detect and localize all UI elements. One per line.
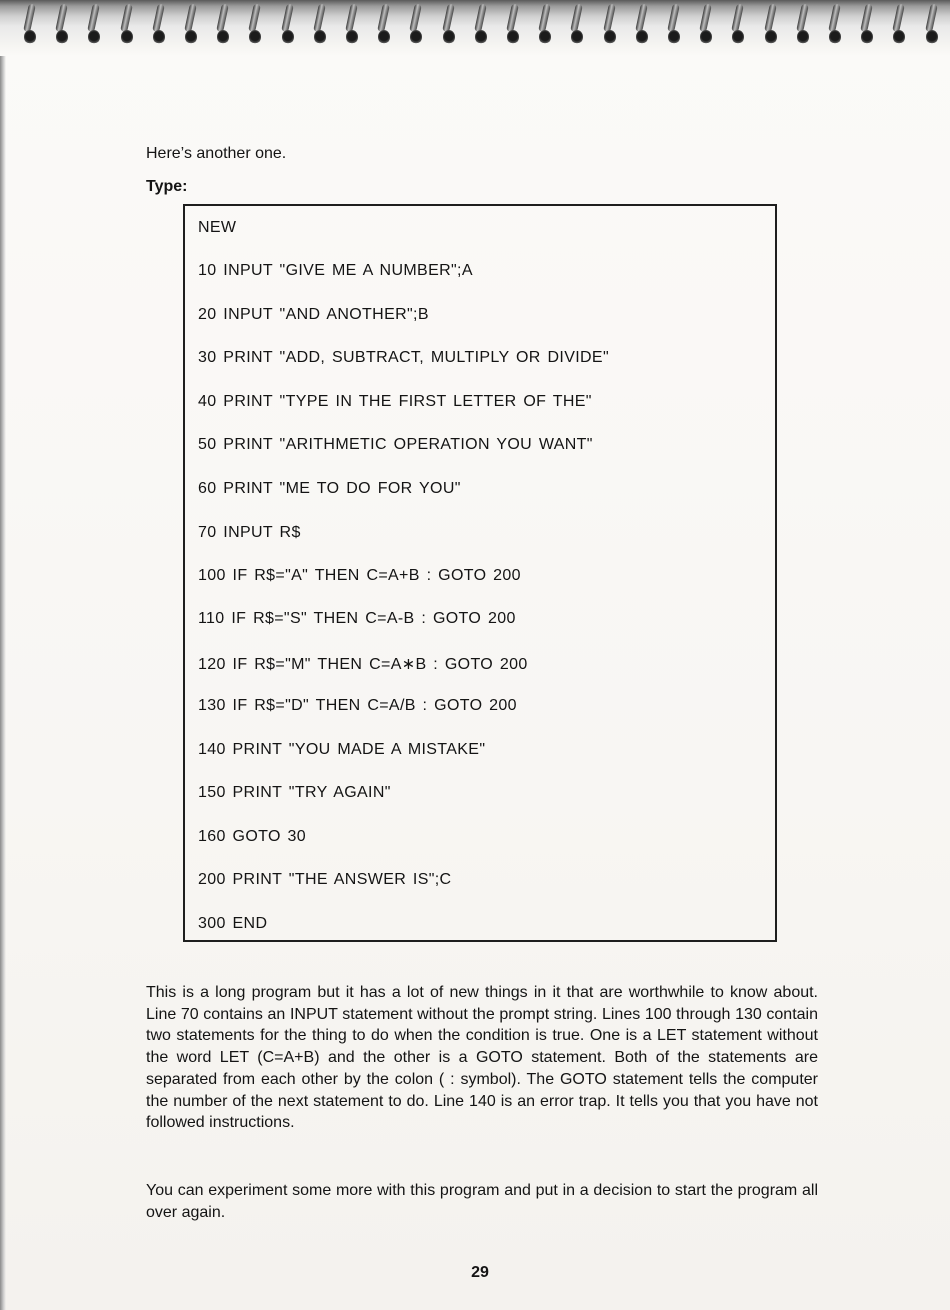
spiral-coil bbox=[569, 4, 585, 46]
explanation-paragraph: This is a long program but it has a lot of new things in it that are worthwhile to know about. Line 70 contains an INPUT statement without the prompt string. Lines 100 through 130 contain two statements for the thing to do when the condition is true. One is a LET statement without the word LET (C=A+B) and the other is a GOTO statement. Both of the statements are separated from each other by the colon ( : symbol). The GOTO statement tells the computer the number of the next statement to do. Line 140 is an error trap. It tells you that you have not followed instructions. bbox=[146, 984, 818, 1132]
spiral-coil bbox=[54, 4, 70, 46]
spiral-coil bbox=[408, 4, 424, 46]
closing-paragraph: You can experiment some more with this program and put in a decision to start the program all over again. bbox=[146, 1182, 818, 1221]
spiral-coil bbox=[247, 4, 263, 46]
spiral-coil bbox=[22, 4, 38, 46]
code-line: 10 INPUT "GIVE ME A NUMBER";A bbox=[198, 262, 473, 279]
code-line: 110 IF R$="S" THEN C=A-B : GOTO 200 bbox=[198, 610, 516, 627]
code-line: 20 INPUT "AND ANOTHER";B bbox=[198, 306, 429, 323]
spiral-coil bbox=[505, 4, 521, 46]
type-label: Type: bbox=[146, 178, 188, 195]
code-line: 160 GOTO 30 bbox=[198, 828, 307, 845]
code-line: 120 IF R$="M" THEN C=A∗B : GOTO 200 bbox=[198, 656, 528, 673]
code-line: 300 END bbox=[198, 915, 268, 932]
code-line: 200 PRINT "THE ANSWER IS";C bbox=[198, 871, 452, 888]
spiral-coil bbox=[891, 4, 907, 46]
code-line: 150 PRINT "TRY AGAIN" bbox=[198, 784, 391, 801]
spiral-coil bbox=[280, 4, 296, 46]
code-line: 40 PRINT "TYPE IN THE FIRST LETTER OF THE" bbox=[198, 393, 592, 410]
spiral-coil bbox=[602, 4, 618, 46]
code-line: 70 INPUT R$ bbox=[198, 524, 301, 541]
code-line: 50 PRINT "ARITHMETIC OPERATION YOU WANT" bbox=[198, 436, 593, 453]
spiral-coil bbox=[859, 4, 875, 46]
spiral-coil bbox=[763, 4, 779, 46]
spiral-coil bbox=[119, 4, 135, 46]
spiral-coil bbox=[537, 4, 553, 46]
spiral-coil bbox=[344, 4, 360, 46]
spiral-coil bbox=[634, 4, 650, 46]
spiral-coil bbox=[86, 4, 102, 46]
code-line: 130 IF R$="D" THEN C=A/B : GOTO 200 bbox=[198, 697, 517, 714]
spiral-coil bbox=[376, 4, 392, 46]
spiral-coil bbox=[183, 4, 199, 46]
spiral-coil bbox=[473, 4, 489, 46]
code-line: 60 PRINT "ME TO DO FOR YOU" bbox=[198, 480, 461, 497]
spiral-coil bbox=[795, 4, 811, 46]
spiral-binding bbox=[0, 0, 950, 56]
code-line: 30 PRINT "ADD, SUBTRACT, MULTIPLY OR DIVIDE" bbox=[198, 349, 609, 366]
spiral-coil bbox=[730, 4, 746, 46]
page-edge-shadow bbox=[0, 0, 6, 1310]
spiral-coil bbox=[666, 4, 682, 46]
code-line: 100 IF R$="A" THEN C=A+B : GOTO 200 bbox=[198, 567, 521, 584]
intro-text: Here’s another one. bbox=[146, 145, 287, 162]
code-line: 140 PRINT "YOU MADE A MISTAKE" bbox=[198, 741, 486, 758]
spiral-coil bbox=[312, 4, 328, 46]
spiral-coil bbox=[151, 4, 167, 46]
spiral-coil bbox=[827, 4, 843, 46]
spiral-coil bbox=[924, 4, 940, 46]
page-number: 29 bbox=[471, 1264, 489, 1281]
code-line: NEW bbox=[198, 219, 237, 236]
spiral-coil bbox=[441, 4, 457, 46]
spiral-coil bbox=[215, 4, 231, 46]
spiral-coil bbox=[698, 4, 714, 46]
